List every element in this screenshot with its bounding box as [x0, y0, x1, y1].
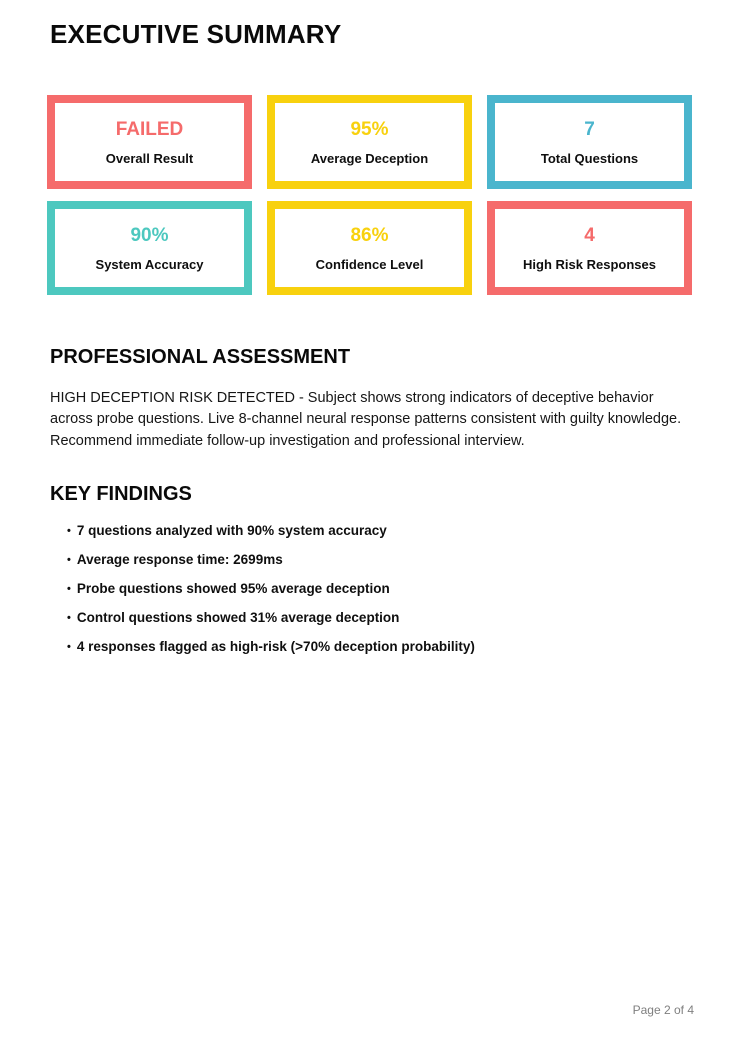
finding-text: 7 questions analyzed with 90% system accuracy	[76, 523, 387, 538]
stat-card-confidence-level	[267, 201, 472, 295]
stat-value: 95%	[350, 118, 389, 140]
bullet-icon: •	[67, 554, 71, 566]
page-title: EXECUTIVE SUMMARY	[50, 19, 342, 49]
stat-card-average-deception	[267, 95, 472, 189]
stat-label: Average Deception	[310, 150, 429, 166]
stat-card-system-accuracy	[47, 201, 252, 295]
stat-card-overall-result	[47, 95, 252, 189]
stat-value: 86%	[350, 224, 389, 246]
stat-label: High Risk Responses	[523, 256, 656, 272]
stat-card-high-risk-responses	[487, 201, 692, 295]
finding-text: Probe questions showed 95% average deception	[76, 581, 390, 596]
stat-value: 7	[584, 118, 595, 140]
stat-label: System Accuracy	[95, 256, 204, 272]
summary-cards-grid	[47, 95, 692, 295]
finding-item	[67, 640, 475, 654]
stat-value: 4	[584, 224, 595, 246]
finding-item	[67, 611, 475, 625]
finding-text: Control questions showed 31% average deception	[76, 610, 400, 625]
stat-label: Overall Result	[105, 150, 194, 166]
professional-assessment-heading: PROFESSIONAL ASSESSMENT	[50, 346, 351, 368]
finding-item	[67, 524, 475, 538]
bullet-icon: •	[67, 612, 71, 624]
stat-value: 90%	[130, 224, 169, 246]
stat-card-total-questions	[487, 95, 692, 189]
bullet-icon: •	[67, 583, 71, 595]
key-findings-heading: KEY FINDINGS	[50, 483, 192, 505]
finding-text: Average response time: 2699ms	[76, 552, 283, 567]
professional-assessment-text: HIGH DECEPTION RISK DETECTED - Subject shows strong indicators of deceptive behavior across probe questions. Live 8-channel neural response patterns consistent with guilty knowledge. Recommend immediate follow-up investigation and professional interview.	[50, 390, 682, 449]
finding-text: 4 responses flagged as high-risk (>70% deception probability)	[76, 639, 475, 654]
stat-label: Total Questions	[540, 150, 639, 166]
bullet-icon: •	[67, 641, 71, 653]
stat-label: Confidence Level	[315, 256, 424, 272]
finding-item	[67, 553, 475, 567]
bullet-icon: •	[67, 525, 71, 537]
page-number: Page 2 of 4	[632, 1003, 694, 1017]
finding-item	[67, 582, 475, 596]
key-findings-list	[67, 524, 475, 669]
stat-value: FAILED	[115, 118, 184, 140]
